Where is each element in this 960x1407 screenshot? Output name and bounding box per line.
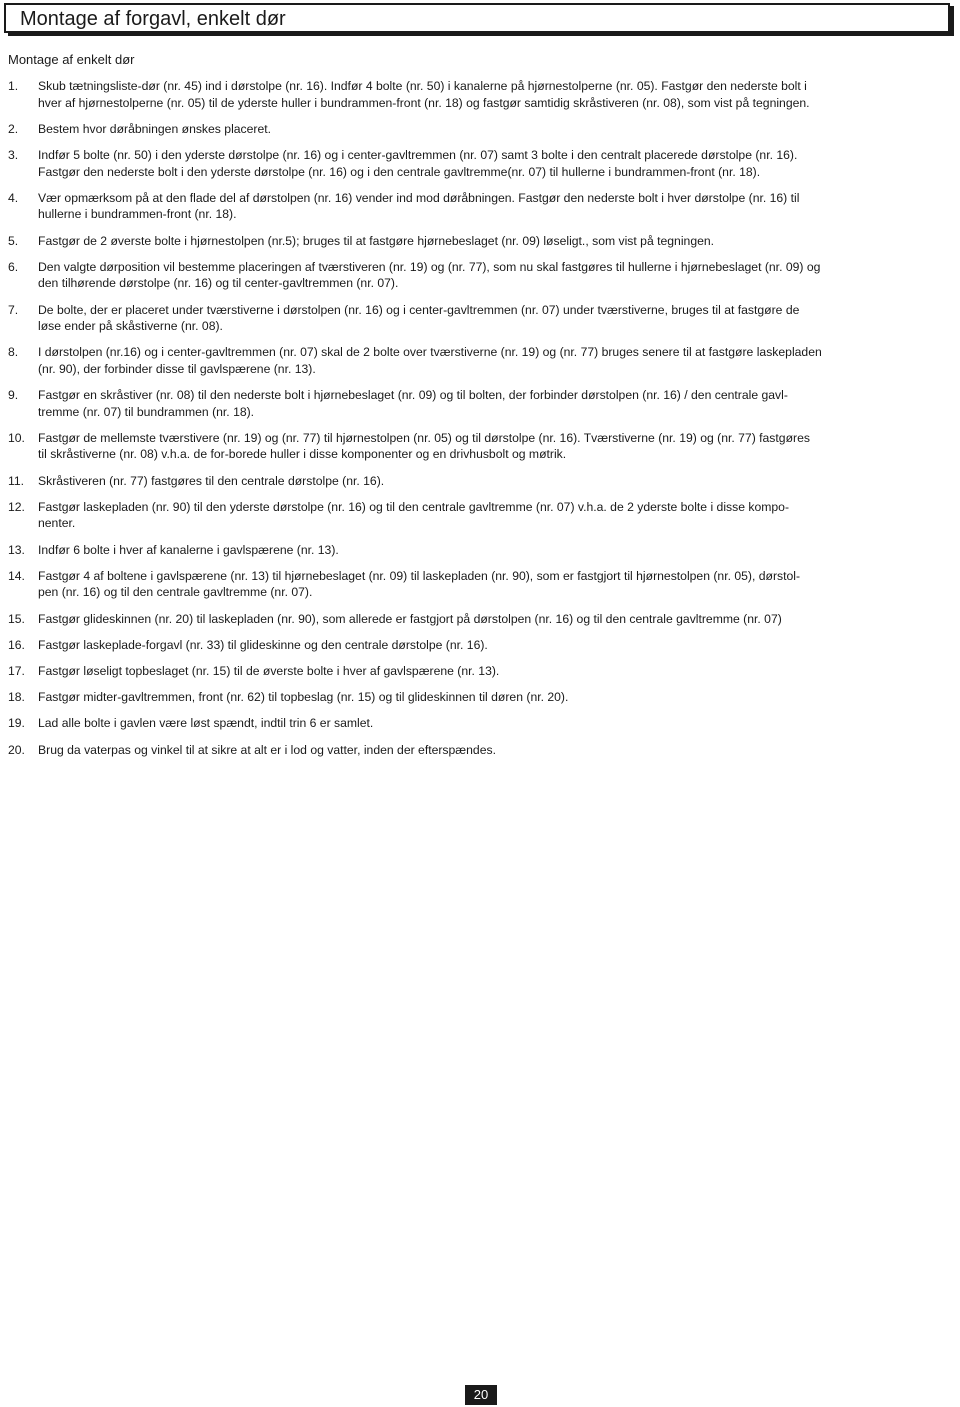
step-text: Vær opmærksom på at den flade del af dørstolpen (nr. 16) vender ind mod døråbningen. Fastgør den nederste bolt i hver dørstolpe (nr. 16) til hullerne i bundrammen-front (nr. 18). [38,190,800,222]
instruction-step [8,689,948,706]
step-number: 14. [8,568,25,583]
instruction-step [8,259,948,292]
step-number: 12. [8,499,25,514]
step-number: 9. [8,388,19,403]
step-text: De bolte, der er placeret under tværstiverne i dørstolpen (nr. 16) og i center-gavltremmen (nr. 07) under tværstiverne, bruges til at fastgøre de løse ender på skåstiverne (nr. 08). [38,302,800,334]
instruction-step [8,742,948,759]
instruction-step [8,568,948,601]
page-header [4,3,950,33]
page-number: 20 [465,1385,497,1405]
step-number: 8. [8,345,19,360]
instruction-step [8,344,948,377]
step-text: Fastgør laskepladen (nr. 90) til den yderste dørstolpe (nr. 16) og til den centrale gavltremme (nr. 07) v.h.a. de 2 yderste bolte i disse kompo- nenter. [38,499,790,531]
instruction-step [8,233,948,250]
step-number: 19. [8,716,25,731]
step-text: Fastgør midter-gavltremmen, front (nr. 62) til topbeslag (nr. 15) og til glideskinnen til døren (nr. 20). [38,690,569,705]
step-text: Bestem hvor døråbningen ønskes placeret. [38,121,272,136]
step-text: Fastgør de mellemste tværstivere (nr. 19) og (nr. 77) til hjørnestolpen (nr. 05) og til dørstolpe (nr. 16). Tværstiverne (nr. 19) og (nr. 77) fastgøres til skråstiverne (nr. 08) v.h.a. de for-borede huller i disse komponenter og en drivhusbolt og møtrik. [38,430,810,462]
instruction-step [8,499,948,532]
step-number: 6. [8,259,19,274]
step-text: Den valgte dørposition vil bestemme placeringen af tværstiveren (nr. 19) og (nr. 77), som nu skal fastgøres til hullerne i hjørnebeslaget (nr. 09) og den tilhørende dørstolpe (nr. 16) og til center-gavltremmen (nr. 07). [38,259,821,291]
step-number: 5. [8,233,19,248]
step-number: 4. [8,190,19,205]
step-number: 16. [8,637,25,652]
step-number: 20. [8,742,25,757]
instruction-step [8,78,948,111]
step-text: Indfør 5 bolte (nr. 50) i den yderste dørstolpe (nr. 16) og i center-gavltremmen (nr. 07) samt 3 bolte i den centralt placerede dørstolpe (nr. 16). Fastgør den nederste bolt i den yderste dørstolpe (nr. 16) og i den centrale gavltremme(nr. 07) til hullerne i bundrammen-front (nr. 18). [38,147,798,179]
instruction-step [8,473,948,490]
step-number: 1. [8,79,19,93]
step-number: 13. [8,542,25,557]
instruction-list [8,78,948,768]
instruction-step [8,190,948,223]
step-number: 17. [8,663,25,678]
step-number: 10. [8,430,25,445]
step-number: 18. [8,690,25,705]
step-text: Fastgør 4 af boltene i gavlspærene (nr. 13) til hjørnebeslaget (nr. 09) til laskepladen (nr. 90), som er fastgjort til hjørnestolpen (nr. 05), dørstol- pen (nr. 16) og til den centrale gavltremme (nr. 07). [38,568,801,600]
step-text: I dørstolpen (nr.16) og i center-gavltremmen (nr. 07) skal de 2 bolte over tværstiverne (nr. 19) og (nr. 77) bruges senere til at fastgøre laskepladen (nr. 90), der forbinder disse til gavlspærene (nr. 13). [38,345,822,376]
step-text: Fastgør glideskinnen (nr. 20) til laskepladen (nr. 90), som allerede er fastgjort på dørstolpen (nr. 16) og til den centrale gavltremme (nr. 07) [38,611,782,626]
step-number: 15. [8,611,25,626]
instruction-step [8,542,948,559]
step-text: Fastgør de 2 øverste bolte i hjørnestolpen (nr.5); bruges til at fastgøre hjørnebeslaget (nr. 09) løseligt., som vist på tegningen. [38,233,715,248]
step-text: Fastgør laskeplade-forgavl (nr. 33) til glideskinne og den centrale dørstolpe (nr. 16). [38,637,488,652]
instruction-step [8,121,948,138]
step-number: 2. [8,121,19,136]
instruction-step [8,302,948,335]
instruction-step [8,147,948,180]
step-text: Brug da vaterpas og vinkel til at sikre at alt er i lod og vatter, inden der efterspændes. [38,742,496,757]
instruction-step [8,663,948,680]
step-text: Fastgør en skråstiver (nr. 08) til den nederste bolt i hjørnebeslaget (nr. 09) og til bolten, der forbinder dørstolpen (nr. 16) / den centrale gavl- tremme (nr. 07) til bundrammen (nr. 18). [38,388,788,419]
step-text: Skråstiveren (nr. 77) fastgøres til den centrale dørstolpe (nr. 16). [38,473,385,488]
instruction-step [8,611,948,628]
step-text: Indfør 6 bolte i hver af kanalerne i gavlspærene (nr. 13). [38,542,339,557]
step-text: Lad alle bolte i gavlen være løst spændt, indtil trin 6 er samlet. [38,716,374,731]
instruction-step [8,637,948,654]
section-subtitle: Montage af enkelt dør [8,52,135,67]
step-number: 11. [8,473,25,488]
step-text: Fastgør løseligt topbeslaget (nr. 15) til de øverste bolte i hver af gavlspærene (nr. 13). [38,663,500,678]
page-title: Montage af forgavl, enkelt dør [20,8,286,30]
step-text: Skub tætningsliste-dør (nr. 45) ind i dørstolpe (nr. 16). Indfør 4 bolte (nr. 50) i kanalerne på hjørnestolperne (nr. 05). Fastgør den nederste bolt i hver af hjørnestolperne (nr. 05) til de yderste huller i bundrammen-front (nr. 18) og fastgør samtidig skråstiveren (nr. 08), som vist på tegningen. [38,79,810,110]
instruction-step [8,387,948,420]
step-number: 3. [8,147,19,162]
step-number: 7. [8,302,19,317]
instruction-step [8,715,948,732]
instruction-step [8,430,948,463]
